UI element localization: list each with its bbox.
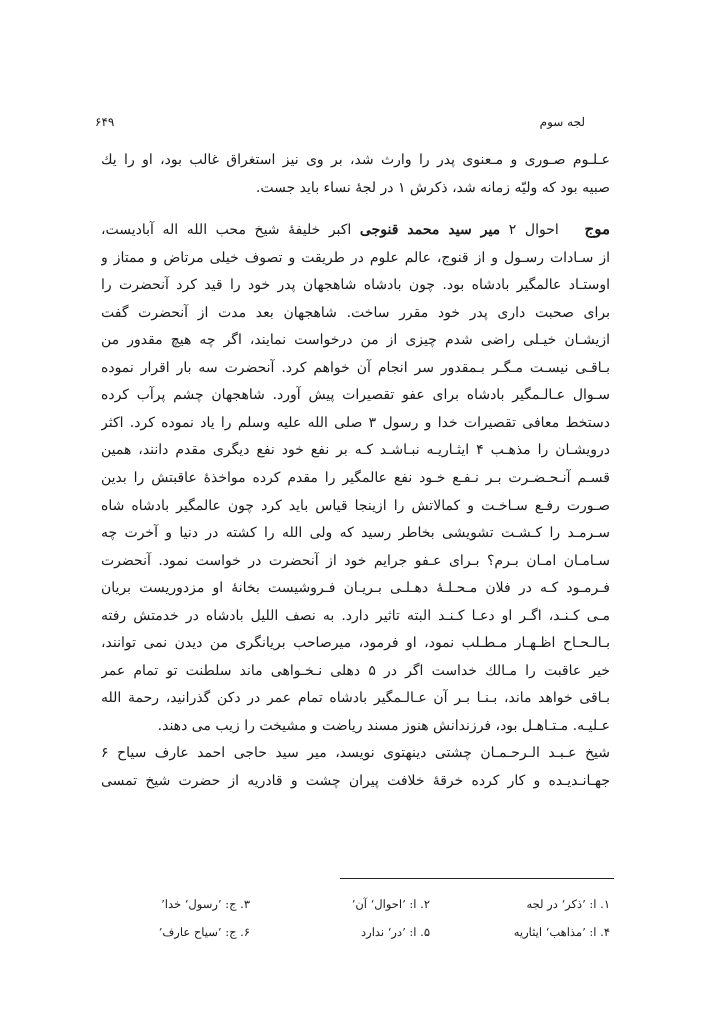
text-line [101,216,610,245]
text-line: مـی کـنـد، اگـر او دعـا کـنـد البته تاثیر دارد. به نصف الليل بادشاه در خدمتش رفته [101,607,610,624]
text-line: فـرمـود کـه در فلان مـحـلـهٔ دهـلـی بـریـان فـروشیست بخانهٔ او مزدوریست بریان [101,580,610,597]
footnote: ۵. ا: ’در‘ ندارد [361,925,430,939]
text-line: شیخ عـبـد الـرحـمـان چشتی دینهتوی نویسد، میر سید حاجی احمد عارف سیاح ۶ [101,745,610,762]
text-line: جهـانـدیـده و کار کرده خرقهٔ خلافت پیران چشت و قادریه از حضرت شیخ تمسی [101,773,610,790]
text-line: دستخط معافی تقصیرات خدا و رسول ۳ صلی الله علیه وسلم را یاد نموده کرد. اکثر [101,414,610,431]
footnote: ۳. ج: ’رسول‘ خدا’ [161,897,250,911]
footnote: ۱. ا: ’ذکر‘ در لجه [526,897,610,911]
footnotes [100,890,610,946]
footnote-row [100,918,610,946]
mauj-heading: موج [584,220,610,239]
text-line: قسـم آنـحـضـرت بـر نـفـع خـود نفع عالمگیر را مقدم کرده مواخذهٔ عاقبتش را بدین [101,470,610,487]
text-line: اوستـاد عالمگیر بادشاه بود. چون بادشاه شاهجهان پدر خود را قید کرد آنحضرت را [101,277,610,294]
page-header [95,115,585,137]
text-fragment: اکبر خلیفهٔ شیخ محب الله اله آبادیست، [101,222,352,239]
text-line: سـوال عـالـمگیر بادشاه برای عفو تقصیرات پیش آورد. شاهجهان چشم پرآب کرده [101,387,610,404]
text-line: سـرمـد را کـشـت تشویشی بخاطر رسید که ولی الله را کشته در دنیا و آخرت چه [101,525,610,542]
footnote: ۴. ا: ’مذاهب‘ ایثاریه [513,925,610,939]
paragraph-gap [101,202,610,216]
footnote: ۶. ج: ’سیاح عارف’ [158,925,250,939]
running-title: لجه سوم [539,115,585,129]
text-fragment: احوال ۲ [508,222,559,239]
text-line: خیر عاقبت را مـالك خداست اگر در ۵ دهلی نـخـواهی ماند سلطنت تو تمام عمر [101,662,610,679]
text-line: ازیشـان خیـلی راضی شدم چیزی از من درخواست نمایند، اگر چه هیچ مقدور من [101,332,610,349]
text-line: بـاقـی نیسـت مـگـر بـمقدور سر انجام آن خواهم کرد. آنحضرت سه بار اقرار نموده [101,359,610,376]
text-line: بـالـحـاح اظـهـار مـطـلب نمود، او فرمود، میرصاحب بریانگری من دیدن نمی توانند، [101,635,610,652]
text-line: از سـادات رسـول و از قنوج، عالم علوم در طریقت و تصوف خیلی مرتاض و ممتاز و [101,249,610,266]
footnote-row [100,890,610,918]
text-line: عـلیـه. مـتـاهـل بود، فرزندانش هنوز مسند ریاضت و مشیخت را زیب می دهند. [157,717,610,734]
page-number: ۶۴۹ [95,115,115,129]
text-line: برای صحبت داری پدر خود مقرر ساخت. شاهجهان بعد مدت از آنحضرت گفت [101,304,610,321]
text-line: عـلـوم صـوری و مـعنوی پدر را وارث شد، بر وی نیز استغراق غالب بود، او را یك [101,152,610,168]
text-line: بـاقی خواهد ماند، بـنـا بـر آن عـالـمگیر بادشاه تمام عمر در دکن گذرانید، رحمة الله [101,690,610,707]
footnote: ۲. ا: ’احوال‘ آن’ [351,897,430,911]
main-text [101,147,610,796]
footnote-separator [340,878,614,879]
text-line: صبیه بود که ولیّه زمانه شد، ذکرش ۱ در لجهٔ نساء باید جست. [255,179,610,196]
text-line: صـورت رفـع سـاخـت و کمالاتش را ازینجا قیاس باید کرد چون عالمگیر بادشاه شاه [101,497,610,514]
subject-name: میر سید محمد قنوجی [359,222,501,239]
text-line: سـامـان امـان بـرم؟ بـرای عـفو جرایم خود از آنحضرت در خواست نمود. آنحضرت [101,552,610,569]
text-line: درویشـان را مذهـب ۴ ایثـاریـه نبـاشـد کـه بر نفع خود نفع دیگری مقدم دانند، همین [101,442,610,459]
